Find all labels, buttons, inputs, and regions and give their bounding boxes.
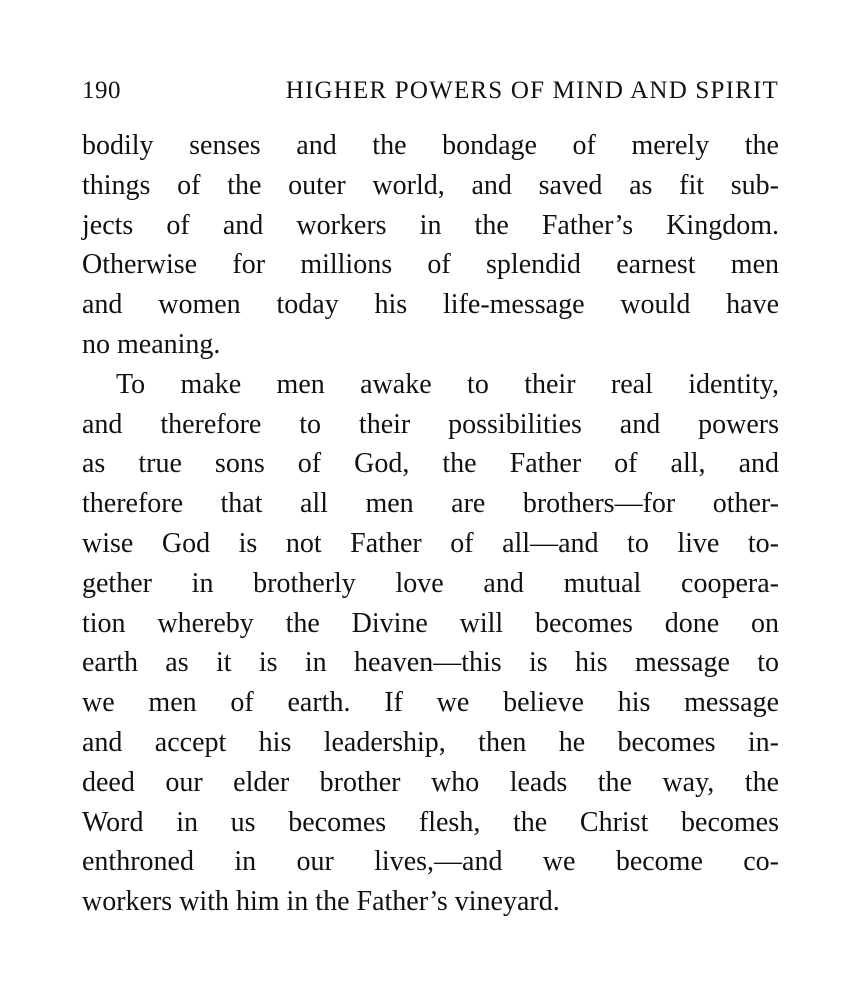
- text-line: things of the outer world, and saved as fit sub-: [82, 169, 779, 201]
- text-line: bodily senses and the bondage of merely the: [82, 130, 779, 161]
- page-header: [82, 74, 779, 108]
- text-line: therefore that all men are brothers—for other-: [82, 488, 779, 520]
- text-line: To make men awake to their real identity,: [116, 368, 779, 400]
- text-line: deed our elder brother who leads the way, the: [82, 766, 779, 798]
- text-line: tion whereby the Divine will becomes done on: [82, 607, 779, 639]
- text-line: and women today his life-message would have: [82, 289, 779, 321]
- text-line: gether in brotherly love and mutual coopera-: [82, 567, 779, 599]
- page-number: 190: [82, 77, 121, 104]
- text-line: Otherwise for millions of splendid earnest men: [82, 249, 779, 281]
- text-line: and therefore to their possibilities and powers: [82, 408, 779, 440]
- text-line: jects of and workers in the Father’s Kingdom.: [82, 209, 779, 241]
- text-line: and accept his leadership, then he becomes in-: [82, 726, 779, 758]
- text-line: we men of earth. If we believe his message: [82, 687, 779, 719]
- body-text: [82, 126, 779, 922]
- text-line: wise God is not Father of all—and to live to-: [82, 527, 779, 559]
- running-title: HIGHER POWERS OF MIND AND SPIRIT: [285, 77, 779, 104]
- text-line: as true sons of God, the Father of all, and: [82, 448, 779, 480]
- text-line: enthroned in our lives,—and we become co-: [82, 846, 779, 878]
- paragraph: [82, 126, 779, 365]
- text-line: earth as it is in heaven—this is his message to: [82, 647, 779, 679]
- text-line: Word in us becomes flesh, the Christ becomes: [82, 806, 779, 838]
- text-line: no meaning.: [82, 328, 221, 360]
- text-line: workers with him in the Father’s vineyard.: [82, 886, 560, 918]
- paragraph: [82, 365, 779, 922]
